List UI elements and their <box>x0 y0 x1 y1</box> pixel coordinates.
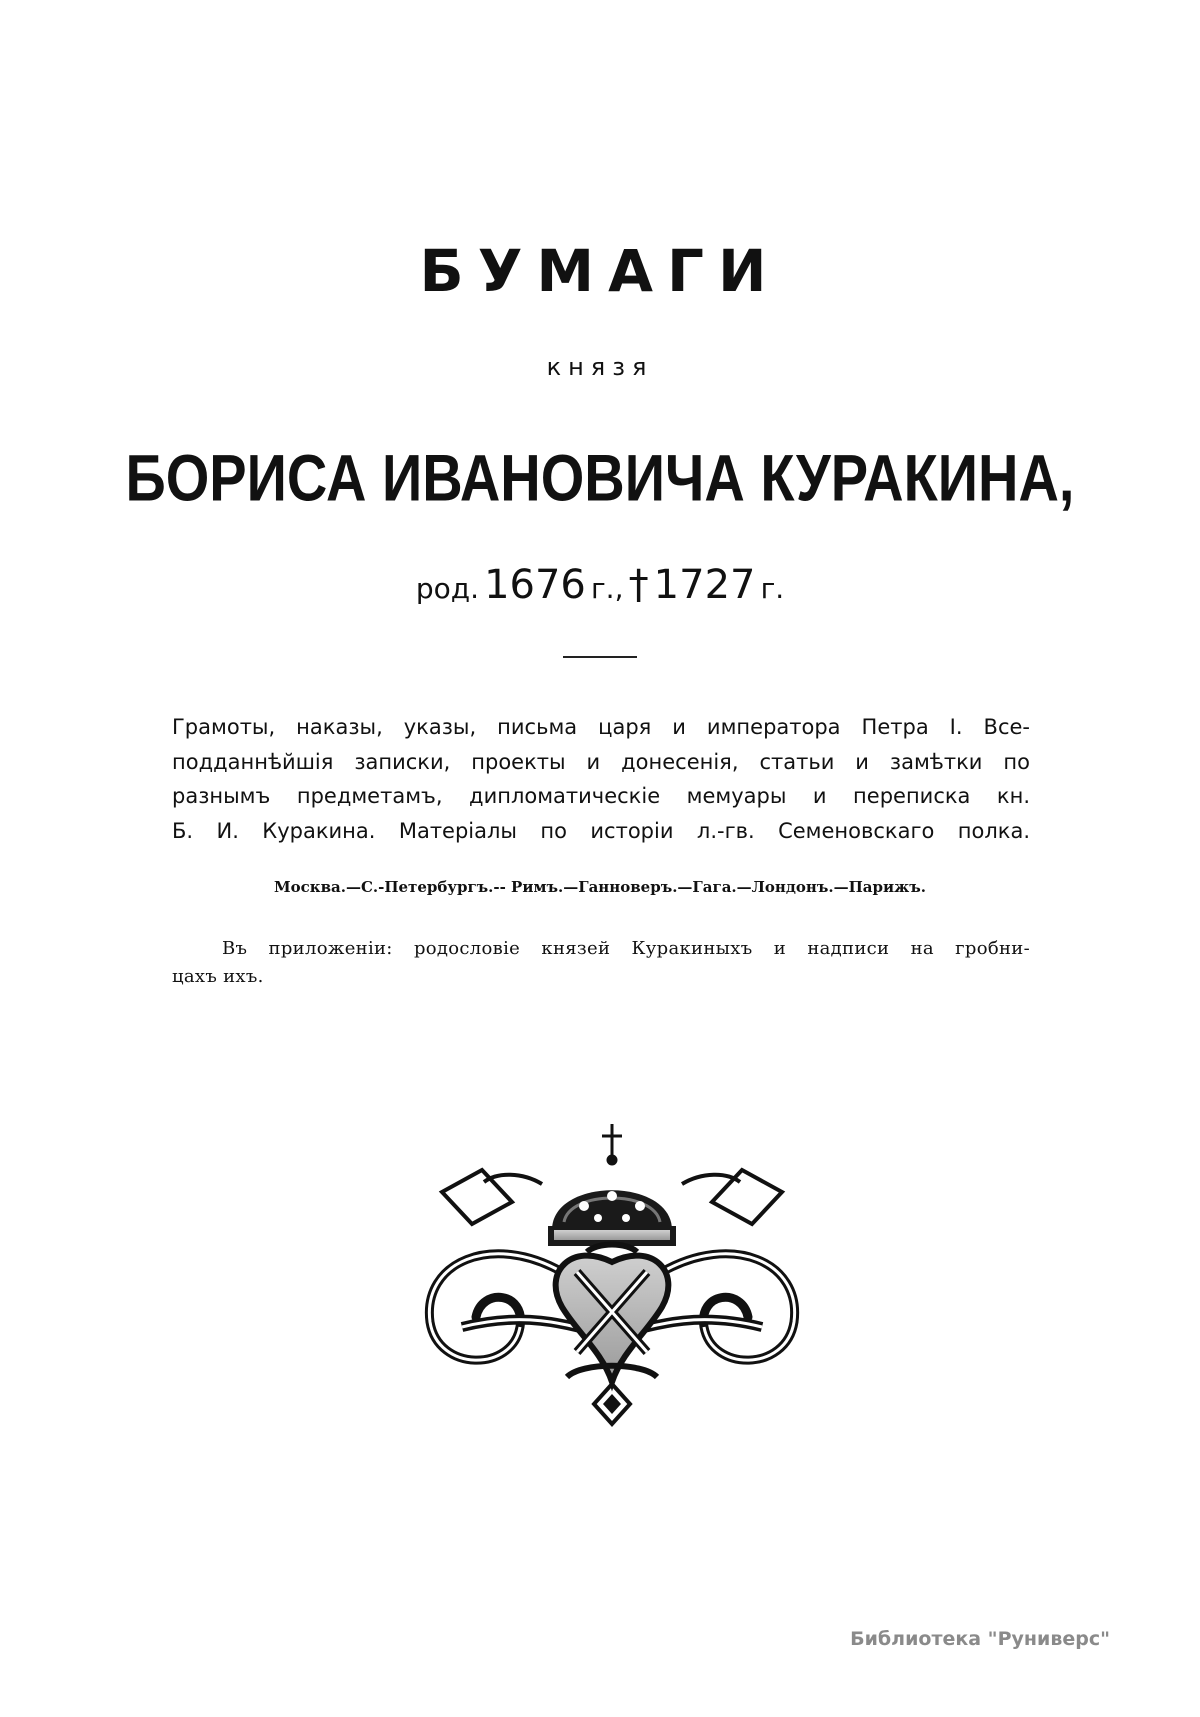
appendix-line: Въ приложеніи: родословіе князей Куракиныхъ и надписи на гробни- <box>222 938 1030 959</box>
death-year: 1727 <box>653 562 756 608</box>
life-dates <box>0 562 1200 608</box>
contents-description <box>172 710 1030 848</box>
library-watermark: Библиотека "Руниверс" <box>850 1628 1110 1650</box>
appendix-note <box>172 935 1030 991</box>
description-line: Грамоты, наказы, указы, письма царя и императора Петра I. Все- <box>172 715 1030 739</box>
born-year: 1676 <box>484 562 586 608</box>
crown-knot-ornament-icon <box>402 1122 822 1432</box>
description-line: подданнѣйшія записки, проекты и донесенія, статьи и замѣтки по <box>172 749 1030 774</box>
book-title: БУМАГИ <box>419 237 781 305</box>
cities-list: Москва.—С.-Петербургъ.-- Римъ.—Ганноверъ.—Гага.—Лондонъ.—Парижъ. <box>274 878 926 896</box>
description-line: разнымъ предметамъ, дипломатическіе мемуары и переписка кн. <box>172 784 1030 808</box>
description-line: Б. И. Куракина. Матеріалы по исторіи л.-гв. Семеновскаго полка. <box>172 818 1030 843</box>
author-name: БОРИСА ИВАНОВИЧА КУРАКИНА, <box>125 440 1075 515</box>
cross-icon <box>602 1124 622 1164</box>
born-suffix: г., <box>590 572 624 605</box>
death-suffix: г. <box>760 572 785 605</box>
born-prefix: род. <box>415 572 479 605</box>
death-mark: † <box>628 562 649 608</box>
prince-label: князя <box>546 353 654 381</box>
knot-icon <box>556 1245 669 1383</box>
crown-icon <box>548 1190 676 1246</box>
appendix-line: цахъ ихъ. <box>172 966 264 987</box>
divider-rule <box>563 656 637 658</box>
